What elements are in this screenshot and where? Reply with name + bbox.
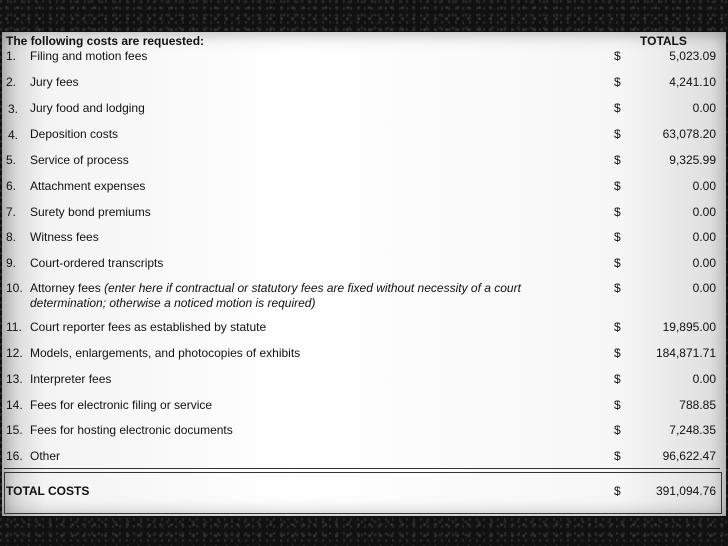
item-number: 16.: [6, 449, 23, 463]
item-label-block: [30, 281, 530, 311]
item-label: Court reporter fees as established by statute: [30, 320, 267, 334]
item-number: 9.: [6, 256, 17, 270]
item-amount: 0.00: [692, 101, 716, 115]
item-number: 10.: [6, 281, 23, 295]
item-number: 7.: [6, 205, 17, 219]
total-dollar-sign: $: [614, 484, 621, 498]
dollar-sign: $: [614, 449, 621, 463]
item-label: Deposition costs: [30, 127, 119, 141]
totals-column-header: TOTALS: [640, 34, 687, 48]
item-label: Service of process: [30, 153, 129, 167]
item-label: Court-ordered transcripts: [30, 256, 164, 270]
dollar-sign: $: [614, 398, 621, 412]
item-number: 11.: [6, 320, 22, 334]
item-label: Other: [30, 449, 61, 463]
item-label: Interpreter fees: [30, 372, 112, 386]
item-label: Fees for hosting electronic documents: [30, 423, 233, 437]
item-label: Filing and motion fees: [30, 49, 148, 63]
item-number: 13.: [6, 372, 23, 386]
dollar-sign: $: [614, 75, 621, 89]
item-amount: 5,023.09: [669, 49, 716, 63]
dollar-sign: $: [614, 256, 621, 270]
item-label: Jury fees: [30, 75, 79, 89]
item-amount: 4,241.10: [669, 75, 716, 89]
item-note: (enter here if contractual or statutory fees are fixed without necessity of a court determination; otherwise a noticed motion is required): [30, 281, 521, 310]
total-costs-label: TOTAL COSTS: [6, 484, 90, 498]
item-amount: 0.00: [692, 256, 716, 270]
item-number: 4.: [8, 128, 19, 142]
dollar-sign: $: [614, 372, 621, 386]
cost-memorandum-page: [2, 32, 726, 516]
dollar-sign: $: [614, 230, 621, 244]
item-number: 15.: [6, 423, 23, 437]
item-label: Attorney fees: [30, 281, 101, 295]
item-amount: 9,325.99: [669, 153, 716, 167]
item-amount: 0.00: [692, 230, 716, 244]
dollar-sign: $: [614, 179, 621, 193]
item-label: Attachment expenses: [30, 179, 146, 193]
item-amount: 96,622.47: [662, 449, 716, 463]
total-costs-amount: 391,094.76: [655, 484, 716, 498]
item-number: 14.: [6, 398, 23, 412]
item-number: 2.: [6, 75, 17, 89]
dollar-sign: $: [614, 320, 621, 334]
item-amount: 0.00: [692, 205, 716, 219]
dollar-sign: $: [614, 346, 621, 360]
dollar-sign: $: [614, 101, 621, 115]
dollar-sign: $: [614, 153, 621, 167]
item-label: Models, enlargements, and photocopies of exhibits: [30, 346, 301, 360]
item-number: 6.: [6, 179, 17, 193]
dollar-sign: $: [614, 423, 621, 437]
item-number: 5.: [6, 153, 17, 167]
item-label: Fees for electronic filing or service: [30, 398, 213, 412]
item-label: Surety bond premiums: [30, 205, 151, 219]
intro-heading: The following costs are requested:: [6, 34, 205, 48]
item-number: 8.: [6, 230, 17, 244]
dollar-sign: $: [614, 205, 621, 219]
item-number: 1.: [6, 49, 17, 63]
item-amount: 19,895.00: [662, 320, 716, 334]
item-amount: 0.00: [692, 179, 716, 193]
item-amount: 788.85: [679, 398, 716, 412]
total-divider: [4, 468, 720, 469]
dollar-sign: $: [614, 127, 621, 141]
item-amount: 7,248.35: [669, 423, 716, 437]
item-label: Jury food and lodging: [30, 101, 145, 115]
item-amount: 63,078.20: [662, 127, 716, 141]
item-number: 3.: [8, 102, 19, 116]
item-amount: 0.00: [692, 281, 716, 295]
item-amount: 0.00: [692, 372, 716, 386]
item-amount: 184,871.71: [655, 346, 716, 360]
item-label: Witness fees: [30, 230, 99, 244]
item-number: 12.: [6, 346, 23, 360]
dollar-sign: $: [614, 49, 621, 63]
dollar-sign: $: [614, 281, 621, 295]
